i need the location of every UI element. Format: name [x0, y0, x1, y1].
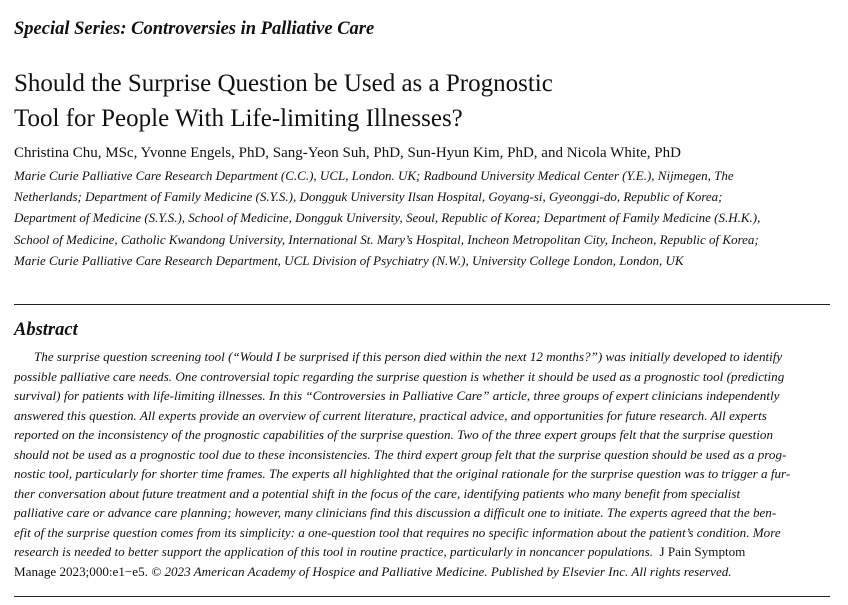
title-line: Should the Surprise Question be Used as a Prognostic	[14, 70, 553, 97]
title-line: Tool for People With Life-limiting Illnesses?	[14, 105, 463, 132]
citation-volume: Manage 2023;000:e1−e5.	[14, 563, 148, 579]
affiliation-line: Marie Curie Palliative Care Research Department (C.C.), UCL, London. UK; Radbound University Medical Center (Y.E.), Nijmegen, The	[14, 168, 734, 183]
author-list: Christina Chu, MSc, Yvonne Engels, PhD, Sang-Yeon Suh, PhD, Sun-Hyun Kim, PhD, and Nicola White, PhD	[14, 145, 681, 161]
section-divider	[14, 304, 830, 305]
affiliation-line: Netherlands; Department of Family Medicine (S.Y.S.), Dongguk University Ilsan Hospital, Goyang-si, Gyeonggi-do, Republic of Korea;	[14, 189, 723, 205]
abstract-line: The surprise question screening tool (“Would I be surprised if this person died within the next 12 months?”) was initially developed to identify	[34, 349, 783, 364]
bottom-divider	[14, 596, 830, 597]
article-title	[14, 66, 714, 136]
abstract-line: ther conversation about future treatment and a potential shift in the focus of the care, identifying patients who many benefit from specialist	[14, 485, 741, 501]
abstract-line: nostic tool, particularly for shorter time frames. The experts all highlighted that the original rationale for the surprise question was to trigger a fur-	[14, 466, 791, 481]
affiliation-line: Department of Medicine (S.Y.S.), School of Medicine, Dongguk University, Seoul, Republic of Korea; Department of Family Medicine (S.H.K.),	[14, 210, 761, 226]
affiliation-line: School of Medicine, Catholic Kwandong University, International St. Mary’s Hospital, Incheon Metropolitan City, Incheon, Republic of Korea;	[14, 231, 759, 247]
abstract-line: reported on the inconsistency of the prognostic capabilities of the surprise question. Two of the three expert groups felt that the surprise question	[14, 427, 773, 442]
abstract-line: possible palliative care needs. One controversial topic regarding the surprise question is whether it should be used as a prognostic tool (predicting	[14, 368, 785, 384]
copyright-notice: © 2023 American Academy of Hospice and Palliative Medicine. Published by Elsevier Inc. All rights reserved.	[151, 563, 732, 579]
abstract-line: research is needed to better support the application of this tool in routine practice, particularly in noncancer populations.	[14, 544, 653, 559]
series-label: Special Series: Controversies in Palliative Care	[14, 19, 375, 39]
abstract-heading: Abstract	[14, 320, 78, 340]
abstract-line-last	[14, 542, 830, 562]
affiliations	[14, 165, 844, 271]
abstract-line: should not be used as a prognostic tool due to these inconsistencies. The third expert group felt that the surprise question should be used as a prog-	[14, 446, 787, 462]
abstract-line: efit of the surprise question comes from its simplicity: a one-question tool that requires no specific information about the patient’s condition. More	[14, 524, 781, 540]
abstract-line: answered this question. All experts provide an overview of current literature, practical advice, and opportunities for future research. All experts	[14, 407, 767, 423]
affiliation-line: Marie Curie Palliative Care Research Department, UCL Division of Psychiatry (N.W.), University College London, London, UK	[14, 252, 684, 268]
citation-journal: J Pain Symptom	[659, 544, 746, 559]
abstract-body	[14, 347, 830, 581]
abstract-line: palliative care or advance care planning; however, many clinicians find this discussion a difficult one to initiate. The experts agreed that the ben-	[14, 505, 777, 520]
citation-line	[14, 562, 830, 582]
abstract-line: survival) for patients with life-limiting illnesses. In this “Controversies in Palliative Care” article, three groups of expert clinicians independently	[14, 388, 780, 403]
